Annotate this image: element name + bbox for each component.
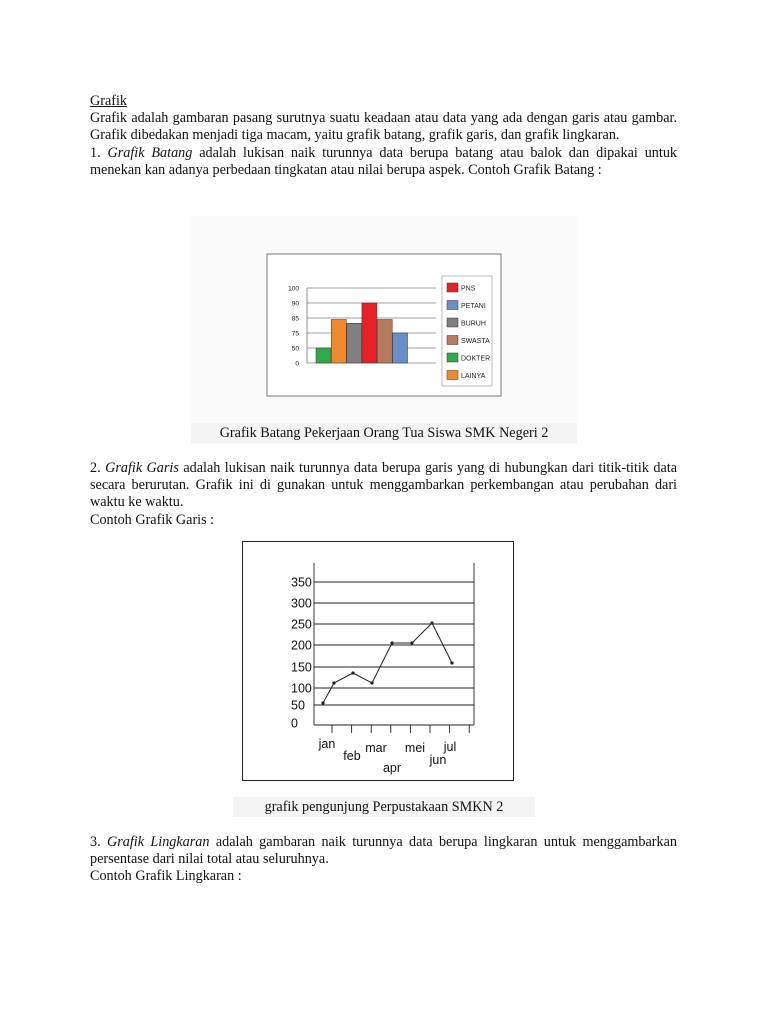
bar-y-tick-label: 50 (291, 345, 299, 353)
legend-label: BURUH (461, 320, 486, 328)
legend-label: DOKTER (461, 355, 491, 363)
line-chart-caption: grafik pengunjung Perpustakaan SMKN 2 (233, 797, 535, 817)
section-bar-paragraph (90, 145, 677, 179)
bar-buruh (347, 323, 362, 363)
section-line (90, 460, 677, 529)
legend-swatch (447, 318, 458, 327)
line-point (351, 671, 354, 674)
bar-swasta (377, 320, 392, 364)
line-y-tick-label: 100 (291, 681, 312, 696)
section-pie-paragraph (90, 834, 677, 868)
section-number: 2. (90, 460, 101, 476)
bar-chart-figure (191, 216, 577, 444)
legend-swatch (447, 283, 458, 292)
bar-y-tick-label: 100 (288, 285, 299, 293)
legend-label: LAINYA (461, 373, 486, 380)
line-y-tick-label: 150 (291, 660, 312, 675)
line-x-tick-label: feb (343, 749, 361, 763)
line-point (390, 641, 393, 644)
section-text: adalah lukisan naik turunnya data berupa batang atau balok dan dipakai untuk menekan kan adanya perbedaan tingkatan atau nilai berupa aspek. Contoh Grafik Batang : (90, 144, 678, 178)
line-x-tick-label: mei (404, 741, 426, 755)
example-label: Contoh Grafik Lingkaran : (90, 868, 242, 885)
page-title: Grafik (90, 93, 128, 109)
legend-swatch (447, 371, 458, 380)
example-label: Contoh Grafik Garis : (90, 511, 215, 528)
line-point (332, 681, 335, 684)
bar-chart-caption: Grafik Batang Pekerjaan Orang Tua Siswa SMK Negeri 2 (191, 423, 577, 443)
line-chart-figure (242, 541, 514, 781)
line-point (370, 681, 373, 684)
line-point (321, 701, 324, 704)
section-number: 3. (90, 834, 101, 850)
line-x-tick-label: jan (318, 737, 336, 751)
legend-swatch (447, 301, 458, 310)
line-y-tick-label: 250 (291, 617, 312, 632)
legend-swatch (447, 336, 458, 345)
legend-label: PNS (461, 285, 476, 293)
section-term: Grafik Lingkaran (106, 834, 210, 850)
section-text: adalah lukisan naik turunnya data berupa garis yang di hubungkan dari titik-titik data secara berurutan. Grafik ini di gunakan untuk menggambarkan perkembangan atau perubahan dari waktu ke waktu. (90, 460, 678, 511)
section-pie (90, 834, 677, 886)
line-y-tick-label: 350 (291, 575, 312, 590)
line-x-tick-label: mar (365, 741, 387, 755)
line-y-tick-label: 0 (291, 716, 298, 731)
bar-y-tick-label: 0 (295, 360, 299, 368)
bar-dokter (316, 348, 331, 363)
bar-y-tick-label: 75 (291, 330, 299, 338)
legend-label: PETANI (461, 303, 486, 310)
line-point (410, 641, 413, 644)
line-point (450, 661, 453, 664)
line-x-tick-label: jun (429, 753, 447, 767)
section-line-paragraph (90, 460, 677, 512)
line-y-tick-label: 200 (291, 638, 312, 653)
section-number: 1. (90, 144, 101, 161)
bar-y-tick-label: 85 (291, 315, 299, 323)
section-text: adalah gambaran naik turunnya data berupa lingkaran untuk menggambarkan persentase dari nilai total atau seluruhnya. (90, 834, 678, 868)
section-term: Grafik Garis (105, 460, 179, 476)
bar-y-tick-label: 90 (291, 300, 299, 308)
line-y-tick-label: 300 (291, 596, 312, 611)
bar-petani (393, 333, 408, 363)
legend-swatch (447, 353, 458, 362)
line-x-tick-label: jul (443, 740, 457, 754)
intro-paragraph: Grafik adalah gambaran pasang surutnya suatu keadaan atau data yang ada dengan garis atau gambar. Grafik dibedakan menjadi tiga macam, yaitu grafik batang, grafik garis, dan grafik lingkaran. (90, 110, 677, 144)
section-term: Grafik Batang (107, 144, 193, 161)
line-x-tick-label: apr (382, 761, 402, 775)
page-body (90, 93, 677, 179)
bar-lainya (331, 320, 346, 364)
line-point (430, 621, 433, 624)
legend-label: SWASTA (461, 338, 490, 345)
line-y-tick-label: 50 (291, 698, 305, 713)
bar-pns (362, 303, 377, 363)
